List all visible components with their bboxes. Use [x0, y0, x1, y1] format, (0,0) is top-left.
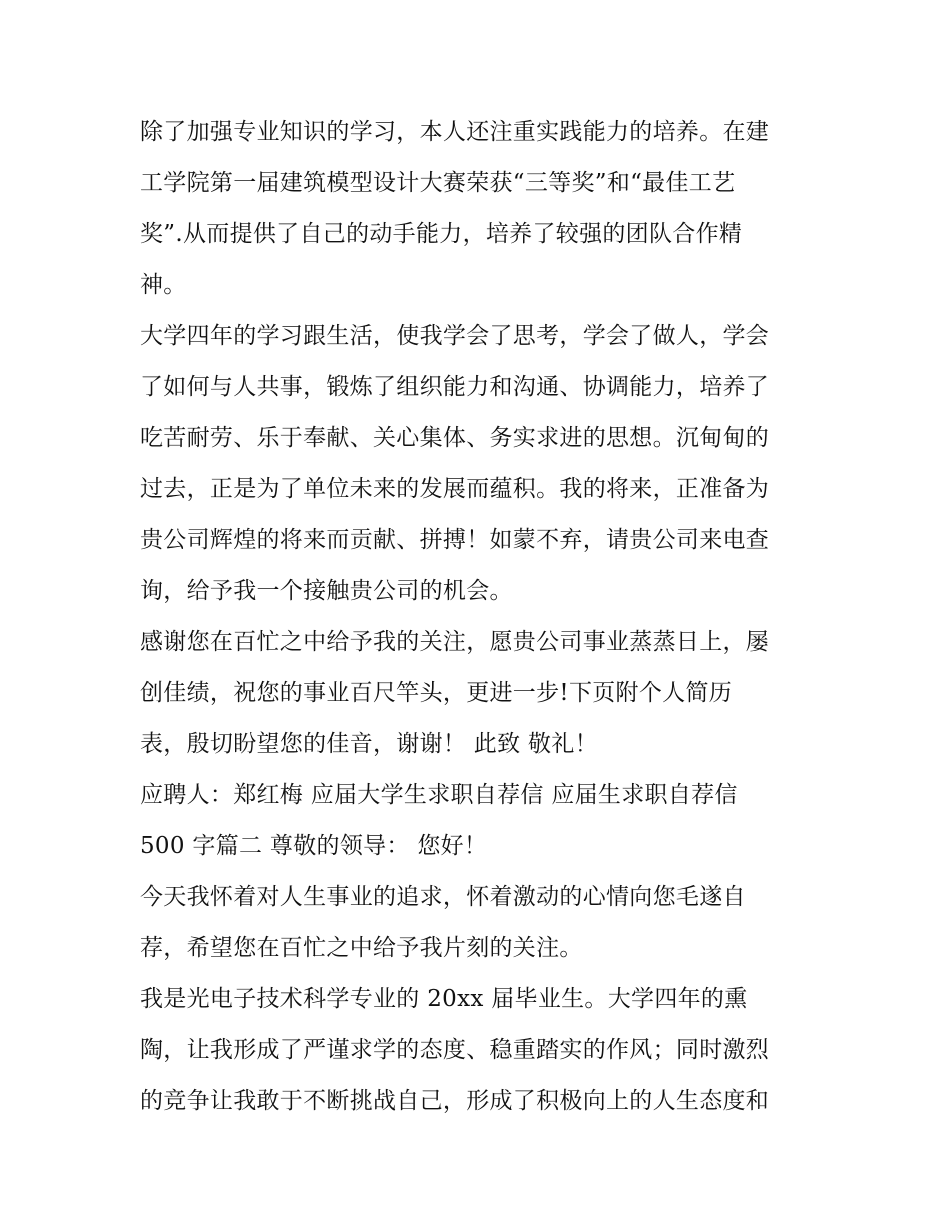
text-line: 除了加强专业知识的学习，本人还注重实践能力的培养。在建: [140, 119, 770, 145]
text-line: 神。: [140, 272, 187, 298]
text-line: 我是光电子技术科学专业的 20xx 届毕业生。大学四年的熏: [140, 986, 748, 1012]
text-line: 陶，让我形成了严谨求学的态度、稳重踏实的作风；同时激烈: [140, 1037, 770, 1063]
text-line: 贵公司辉煌的将来而贡献、拼搏！如蒙不弃，请贵公司来电查: [140, 527, 770, 553]
text-line: 奖”.从而提供了自己的动手能力，培养了较强的团队合作精: [140, 221, 743, 247]
text-line: 500 字篇二 尊敬的领导： 您好！: [140, 833, 488, 859]
text-line: 感谢您在百忙之中给予我的关注，愿贵公司事业蒸蒸日上，屡: [140, 629, 770, 655]
text-line: 荐，希望您在百忙之中给予我片刻的关注。: [140, 935, 583, 961]
text-line: 了如何与人共事，锻炼了组织能力和沟通、协调能力，培养了: [140, 374, 770, 400]
text-line: 应聘人：郑红梅 应届大学生求职自荐信 应届生求职自荐信: [140, 782, 738, 808]
text-line: 今天我怀着对人生事业的追求，怀着激动的心情向您毛遂自: [140, 884, 746, 910]
text-line: 的竞争让我敢于不断挑战自己，形成了积极向上的人生态度和: [140, 1088, 770, 1114]
text-line: 表，殷切盼望您的佳音，谢谢！ 此致 敬礼！: [140, 731, 598, 757]
text-line: 创佳绩，祝您的事业百尺竿头，更进一步!下页附个人简历: [140, 680, 733, 706]
letter-body: [140, 107, 840, 1127]
text-line: 大学四年的学习跟生活，使我学会了思考，学会了做人，学会: [140, 323, 770, 349]
text-line: 过去，正是为了单位未来的发展而蕴积。我的将来，正准备为: [140, 476, 770, 502]
text-line: 询，给予我一个接触贵公司的机会。: [140, 578, 513, 604]
text-line: 工学院第一届建筑模型设计大赛荣获“三等奖”和“最佳工艺: [140, 170, 736, 196]
text-line: 吃苦耐劳、乐于奉献、关心集体、务实求进的思想。沉甸甸的: [140, 425, 770, 451]
